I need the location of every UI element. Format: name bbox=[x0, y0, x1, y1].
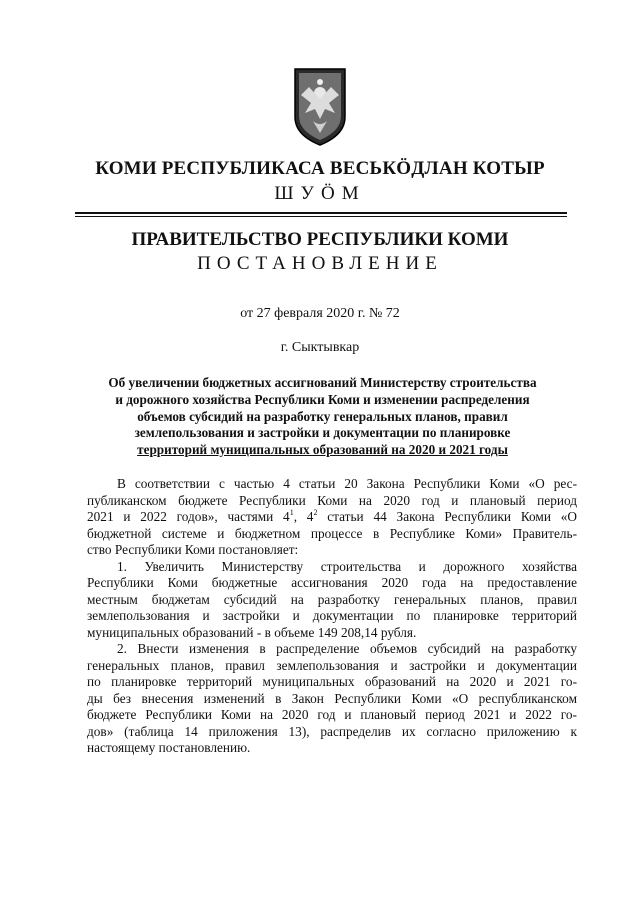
subject-line: объемов субсидий на разработку генеральных планов, правил bbox=[137, 408, 508, 424]
body-line-with-superscripts bbox=[87, 509, 577, 526]
body-line: ство Республики Коми постановляет: bbox=[87, 542, 299, 557]
body-line: бюджетной системе и бюджетном процессе в Республике Коми» Правитель- bbox=[87, 525, 577, 541]
preamble-paragraph bbox=[87, 476, 577, 559]
decree-subject bbox=[70, 375, 575, 459]
header-divider-thick bbox=[75, 212, 567, 214]
body-line: местным бюджетам субсидий на разработку генеральных планов, правил bbox=[87, 591, 577, 607]
item-1-paragraph bbox=[87, 559, 577, 642]
body-line: муниципальных образований - в объеме 149 208,14 рубля. bbox=[87, 624, 417, 640]
text-run: статьи 44 Закона Республики Коми «О bbox=[317, 509, 577, 524]
item-2-paragraph bbox=[87, 641, 577, 757]
text-run: 2021 и 2022 годов», частями 4 bbox=[87, 509, 290, 524]
text-run: , 4 bbox=[293, 509, 314, 524]
body-line: ды без внесения изменений в Закон Республики Коми «О республиканском bbox=[87, 690, 577, 706]
subject-line: землепользования и застройки и документации по планировке bbox=[134, 425, 511, 441]
body-line: В соответствии с частью 4 статьи 20 Закона Республики Коми «О рес- bbox=[117, 476, 577, 491]
subject-line: и дорожного хозяйства Республики Коми и изменении распределения bbox=[115, 391, 530, 407]
subject-line: Об увеличении бюджетных ассигнований Министерству строительства bbox=[108, 375, 537, 390]
decree-label: ПОСТАНОВЛЕНИЕ bbox=[197, 253, 443, 274]
body-line: по планировке территорий муниципальных образований на 2020 и 2021 го- bbox=[87, 674, 577, 689]
body-line: землепользования и застройки и документации по планировке территорий bbox=[87, 608, 577, 623]
decree-city: г. Сыктывкар bbox=[280, 340, 360, 355]
body-line: дов» (таблица 14 приложения 13), распределив их согласно приложению к bbox=[87, 723, 577, 739]
header-divider-thin bbox=[75, 216, 567, 217]
body-line: публиканском бюджете Республики Коми на 2020 год и плановый период bbox=[87, 492, 577, 508]
body-line: генеральных планов, правил землепользования и застройки и документации bbox=[87, 657, 577, 673]
superscript: 1 bbox=[289, 508, 294, 517]
komi-decree-label: ШУӦМ bbox=[274, 183, 366, 204]
subject-line: территорий муниципальных образований на 2020 и 2021 годы bbox=[137, 442, 508, 458]
body-line: настоящему постановлению. bbox=[87, 740, 251, 755]
superscript: 2 bbox=[313, 508, 318, 517]
decree-date-number: от 27 февраля 2020 г. № 72 bbox=[240, 306, 400, 321]
government-title: ПРАВИТЕЛЬСТВО РЕСПУБЛИКИ КОМИ bbox=[131, 229, 509, 250]
body-line: 2. Внести изменения в распределение объемов субсидий на разработку bbox=[117, 641, 577, 656]
body-line: 1. Увеличить Министерству строительства и дорожного хозяйства bbox=[117, 558, 577, 574]
coat-of-arms-icon bbox=[291, 65, 349, 147]
komi-government-title: КОМИ РЕСПУБЛИКАСА ВЕСЬКӦДЛАН КОТЫР bbox=[95, 158, 545, 179]
decree-body bbox=[87, 476, 577, 757]
body-line: бюджете Республики Коми на 2020 год и плановый период 2021 и 2022 го- bbox=[87, 707, 577, 722]
body-line: Республики Коми бюджетные ассигнования 2020 года на предоставление bbox=[87, 575, 577, 590]
